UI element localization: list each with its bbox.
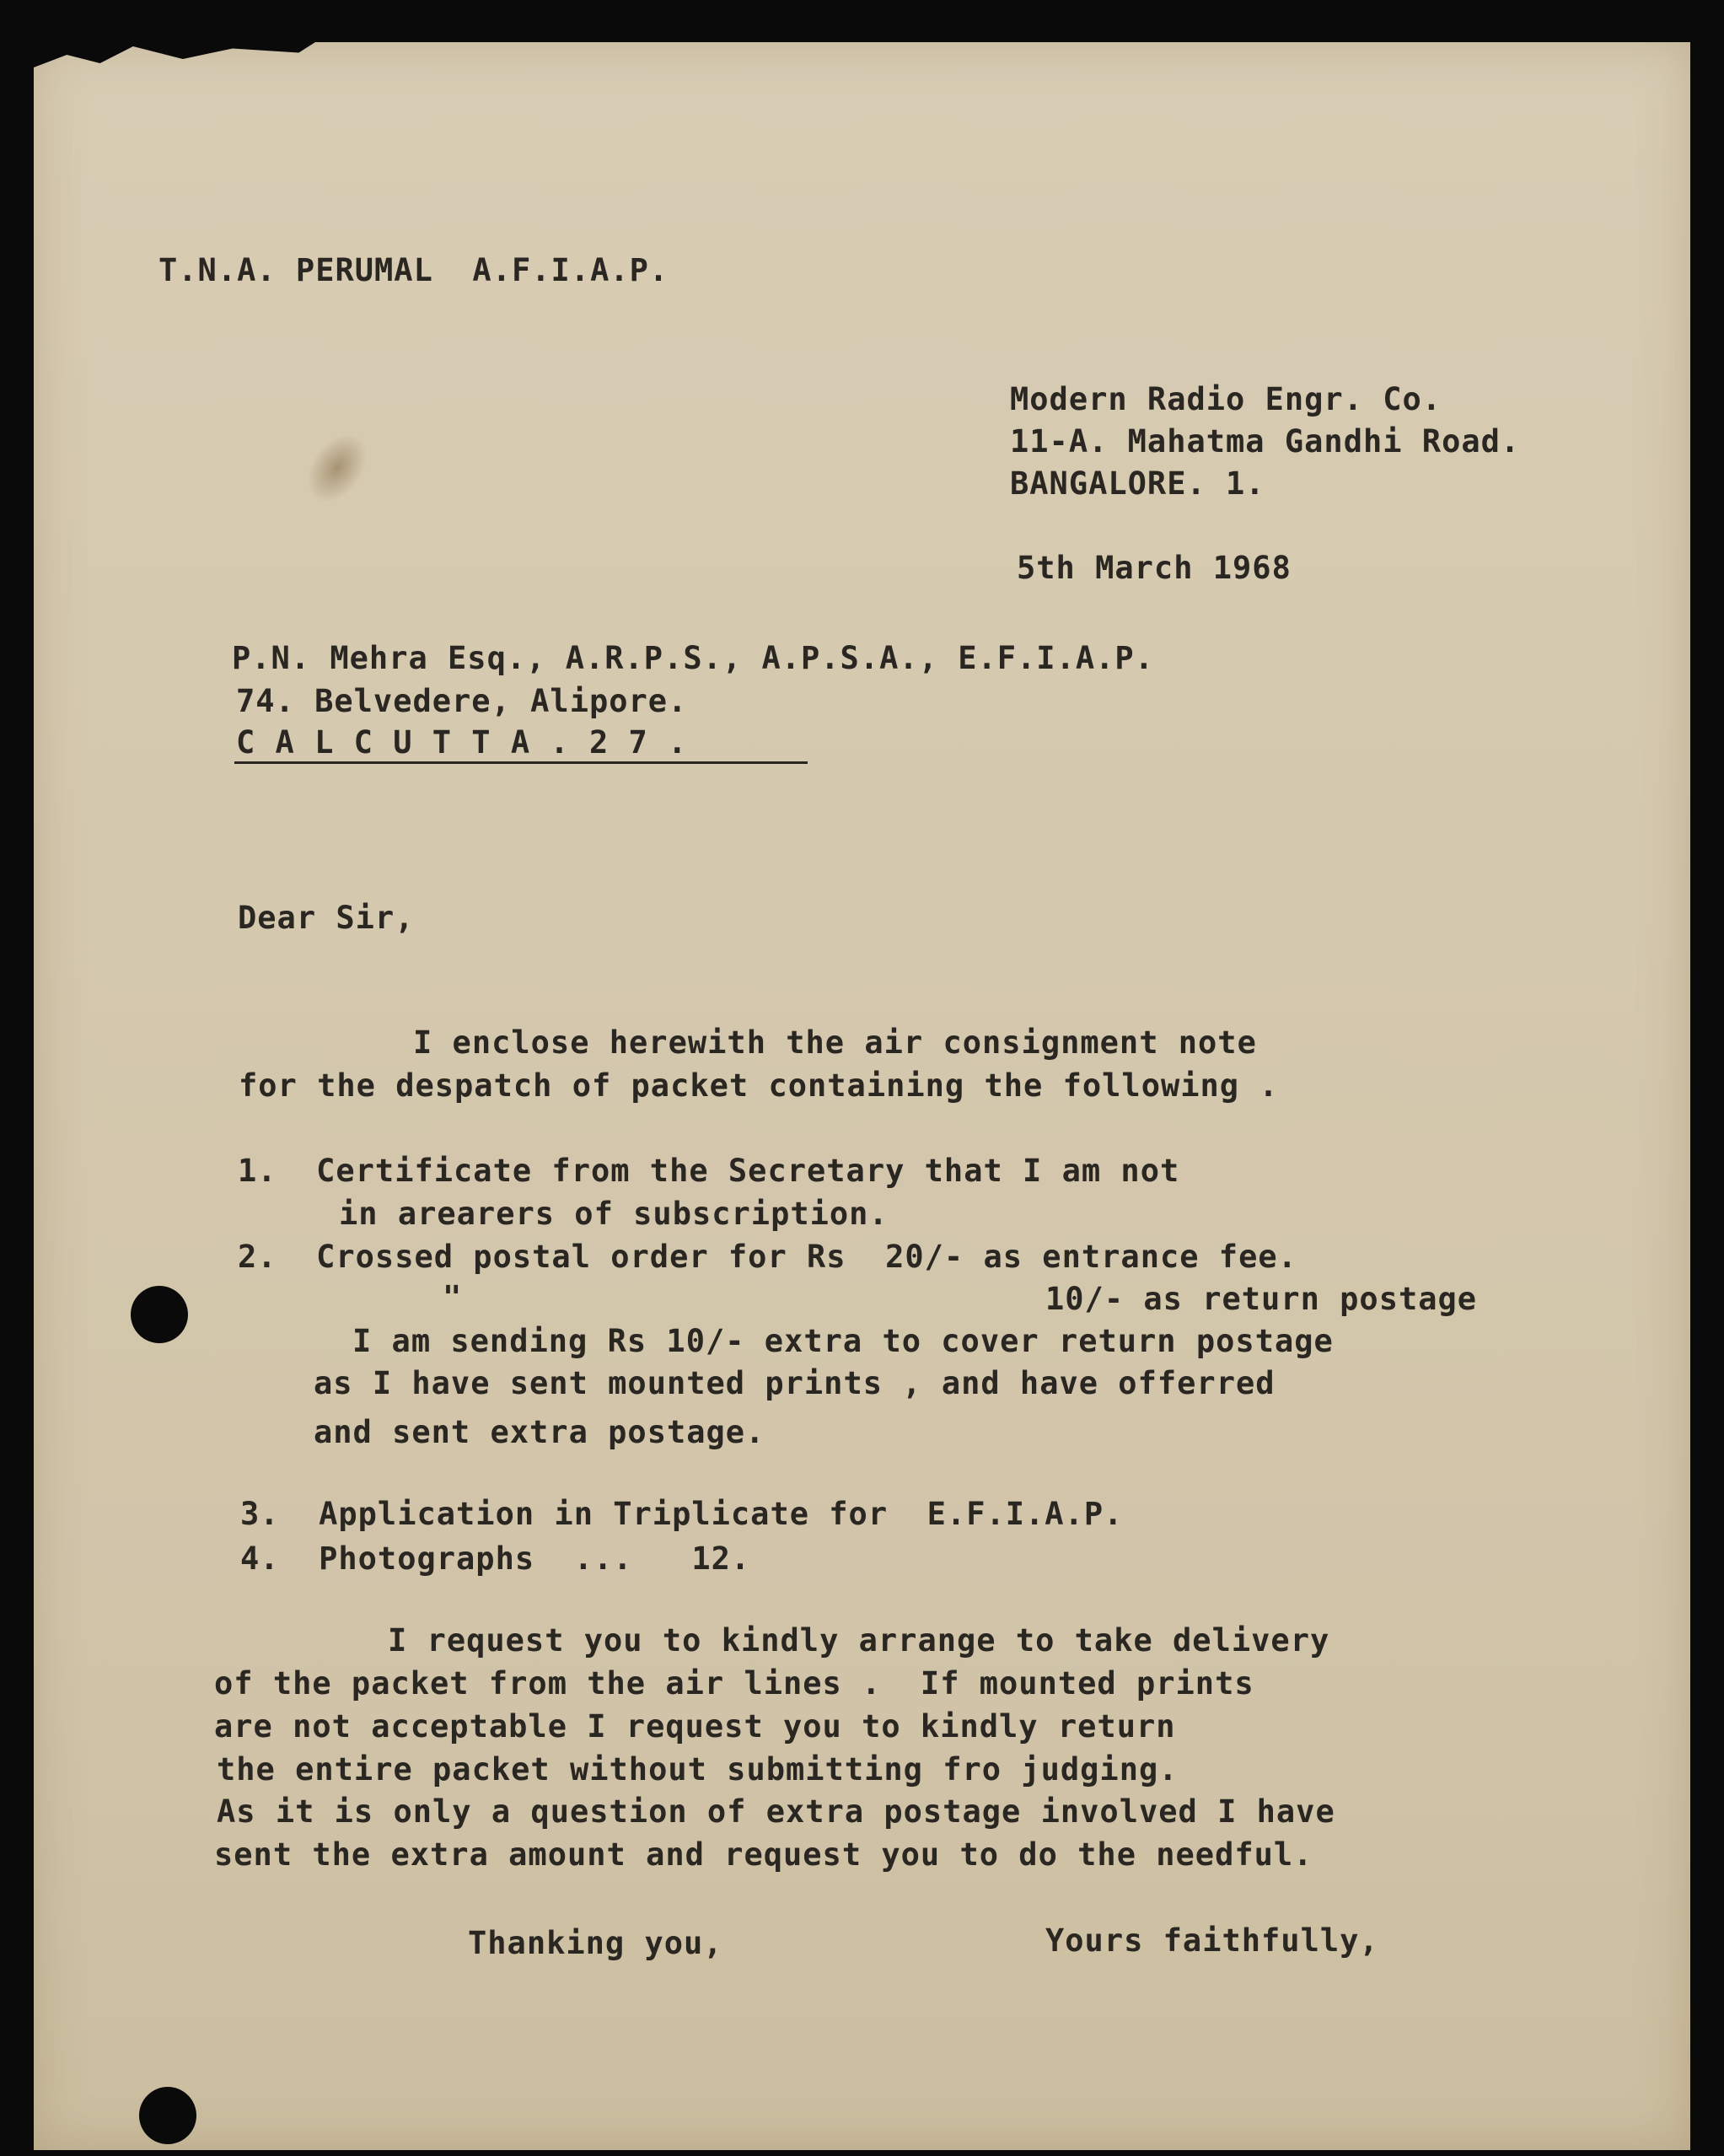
item-4: 4. Photographs ... 12. [240,1540,751,1577]
salutation: Dear Sir, [238,900,415,936]
address-line-2: 11-A. Mahatma Gandhi Road. [1010,423,1521,460]
body-line-1: I request you to kindly arrange to take delivery [388,1622,1330,1659]
recipient-line-1: P.N. Mehra Esq., A.R.P.S., A.P.S.A., E.F.I.A.P. [232,640,1154,676]
closing-thanks: Thanking you, [468,1925,723,1961]
body-line-6: sent the extra amount and request you to do the needful. [214,1836,1313,1873]
closing-signoff: Yours faithfully, [1045,1922,1379,1959]
body-line-4: the entire packet without submitting fro judging. [217,1751,1179,1788]
item-2-line-2: 10/- as return postage [1045,1281,1478,1317]
body-line-5: As it is only a question of extra postage involved I have [217,1793,1335,1830]
sender-name: T.N.A. PERUMAL A.F.I.A.P. [158,252,669,288]
item-2-note-2: as I have sent mounted prints , and have offerred [314,1365,1276,1401]
recipient-line-2: 74. Belvedere, Alipore. [236,683,688,719]
paper-stain [295,422,380,513]
address-line-1: Modern Radio Engr. Co. [1010,381,1442,417]
body-line-3: are not acceptable I request you to kindly return [214,1708,1176,1745]
address-line-3: BANGALORE. 1. [1010,465,1265,502]
body-line-2: of the packet from the air lines . If mounted prints [214,1665,1254,1702]
item-1-line-1: 1. Certificate from the Secretary that I am not [238,1153,1180,1189]
recipient-underline [234,761,808,764]
item-2-note-3: and sent extra postage. [314,1414,765,1450]
item-2-line-1: 2. Crossed postal order for Rs 20/- as entrance fee. [238,1239,1297,1275]
letter-date: 5th March 1968 [1017,550,1292,586]
intro-line-2: for the despatch of packet containing the following . [239,1067,1279,1104]
ditto-mark: " [443,1279,463,1315]
recipient-line-3: C A L C U T T A . 2 7 . [236,724,688,761]
item-2-note-1: I am sending Rs 10/- extra to cover return postage [352,1323,1334,1359]
item-3: 3. Application in Triplicate for E.F.I.A.P. [240,1496,1124,1532]
intro-line-1: I enclose herewith the air consignment note [413,1024,1257,1061]
item-1-line-2: in arearers of subscription. [339,1196,889,1232]
punch-hole [131,1286,188,1343]
punch-hole [139,2087,196,2144]
